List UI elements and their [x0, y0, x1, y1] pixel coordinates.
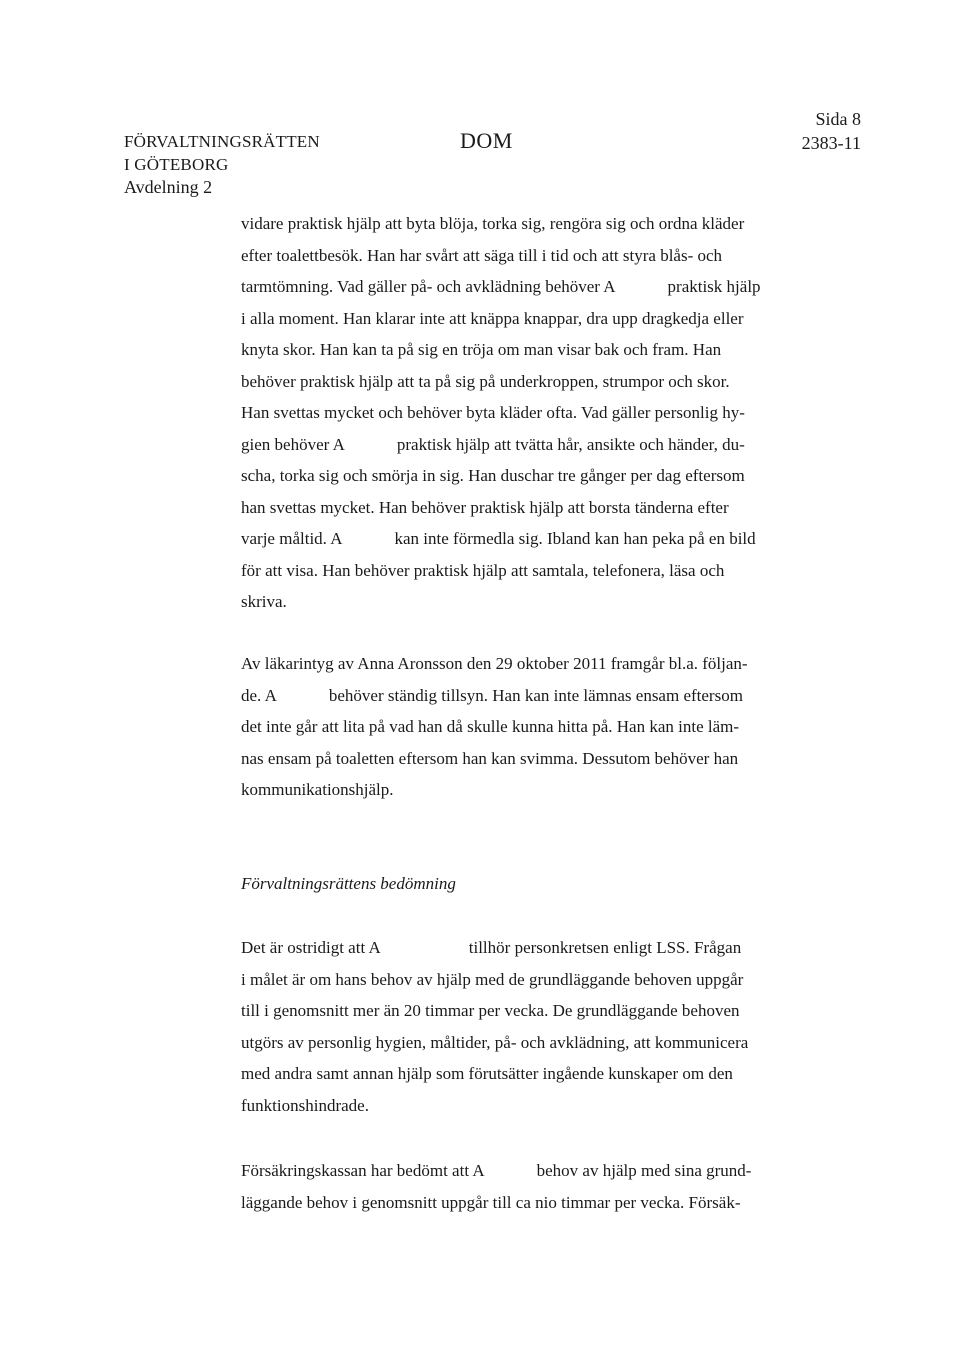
text-segment: tarmtömning. Vad gäller på- och avklädning behöver A [241, 277, 616, 296]
text-segment: behöver ständig tillsyn. Han kan inte lämnas ensam eftersom [328, 685, 743, 705]
text-line: Han svettas mycket och behöver byta kläder ofta. Vad gäller personlig hy- [241, 403, 745, 422]
text-line: knyta skor. Han kan ta på sig en tröja om man visar bak och fram. Han [241, 340, 722, 359]
text-line: i alla moment. Han klarar inte att knäppa knappar, dra upp dragkedja eller [241, 308, 744, 328]
text-segment: Försäkringskassan har bedömt att A [241, 1161, 485, 1180]
text-segment: Det är ostridigt att A [241, 938, 381, 957]
text-line [241, 932, 786, 964]
document-type: DOM [460, 128, 513, 153]
court-name: FÖRVALTNINGSRÄTTEN [124, 132, 320, 151]
text-line: för att visa. Han behöver praktisk hjälp att samtala, telefonera, läsa och [241, 560, 725, 580]
text-line: till i genomsnitt mer än 20 timmar per vecka. De grundläggande behoven [241, 1001, 740, 1020]
text-line: efter toalettbesök. Han har svårt att säga till i tid och att styra blås- och [241, 245, 723, 265]
text-segment: praktisk hjälp [667, 277, 761, 296]
division: Avdelning 2 [124, 177, 213, 197]
page-number: Sida 8 [815, 109, 861, 129]
text-line: med andra samt annan hjälp som förutsätter ingående kunskaper om den [241, 1064, 733, 1083]
court-header [124, 130, 320, 199]
text-line: nas ensam på toaletten eftersom han kan svimma. Dessutom behöver han [241, 748, 739, 768]
text-line [241, 680, 786, 712]
text-line: vidare praktisk hjälp att byta blöja, torka sig, rengöra sig och ordna kläder [241, 214, 745, 233]
text-line: skriva. [241, 592, 287, 611]
paragraph-3 [241, 932, 786, 1121]
text-line: i målet är om hans behov av hjälp med de grundläggande behoven uppgår [241, 969, 744, 989]
text-line: scha, torka sig och smörja in sig. Han duschar tre gånger per dag eftersom [241, 466, 745, 485]
text-line [241, 429, 786, 461]
paragraph-1 [241, 208, 786, 618]
text-line: funktionshindrade. [241, 1095, 369, 1115]
text-line: läggande behov i genomsnitt uppgår till ca nio timmar per vecka. Försäk- [241, 1192, 741, 1212]
text-line [241, 271, 786, 303]
text-line: Av läkarintyg av Anna Aronsson den 29 oktober 2011 framgår bl.a. följan- [241, 654, 748, 673]
text-segment: kan inte förmedla sig. Ibland kan han peka på en bild [394, 529, 756, 548]
text-line: han svettas mycket. Han behöver praktisk hjälp att borsta tänderna efter [241, 497, 729, 517]
text-line: behöver praktisk hjälp att ta på sig på underkroppen, strumpor och skor. [241, 371, 730, 391]
paragraph-4 [241, 1155, 786, 1218]
text-segment: de. A [241, 685, 277, 705]
text-segment: praktisk hjälp att tvätta hår, ansikte och händer, du- [396, 434, 745, 454]
text-segment: tillhör personkretsen enligt LSS. Frågan [468, 938, 742, 957]
page-info [802, 107, 861, 155]
text-line [241, 523, 786, 555]
text-segment: gien behöver A [241, 434, 345, 454]
text-segment: behov av hjälp med sina grund- [536, 1161, 752, 1180]
text-segment: varje måltid. A [241, 529, 343, 548]
paragraph-2 [241, 648, 786, 806]
section-heading: Förvaltningsrättens bedömning [241, 874, 456, 893]
text-line: det inte går att lita på vad han då skulle kunna hitta på. Han kan inte läm- [241, 717, 740, 736]
text-line: utgörs av personlig hygien, måltider, på- och avklädning, att kommunicera [241, 1032, 749, 1052]
court-city: I GÖTEBORG [124, 155, 229, 174]
case-number: 2383-11 [801, 133, 861, 153]
text-line: kommunikationshjälp. [241, 780, 394, 799]
text-line [241, 1155, 786, 1187]
